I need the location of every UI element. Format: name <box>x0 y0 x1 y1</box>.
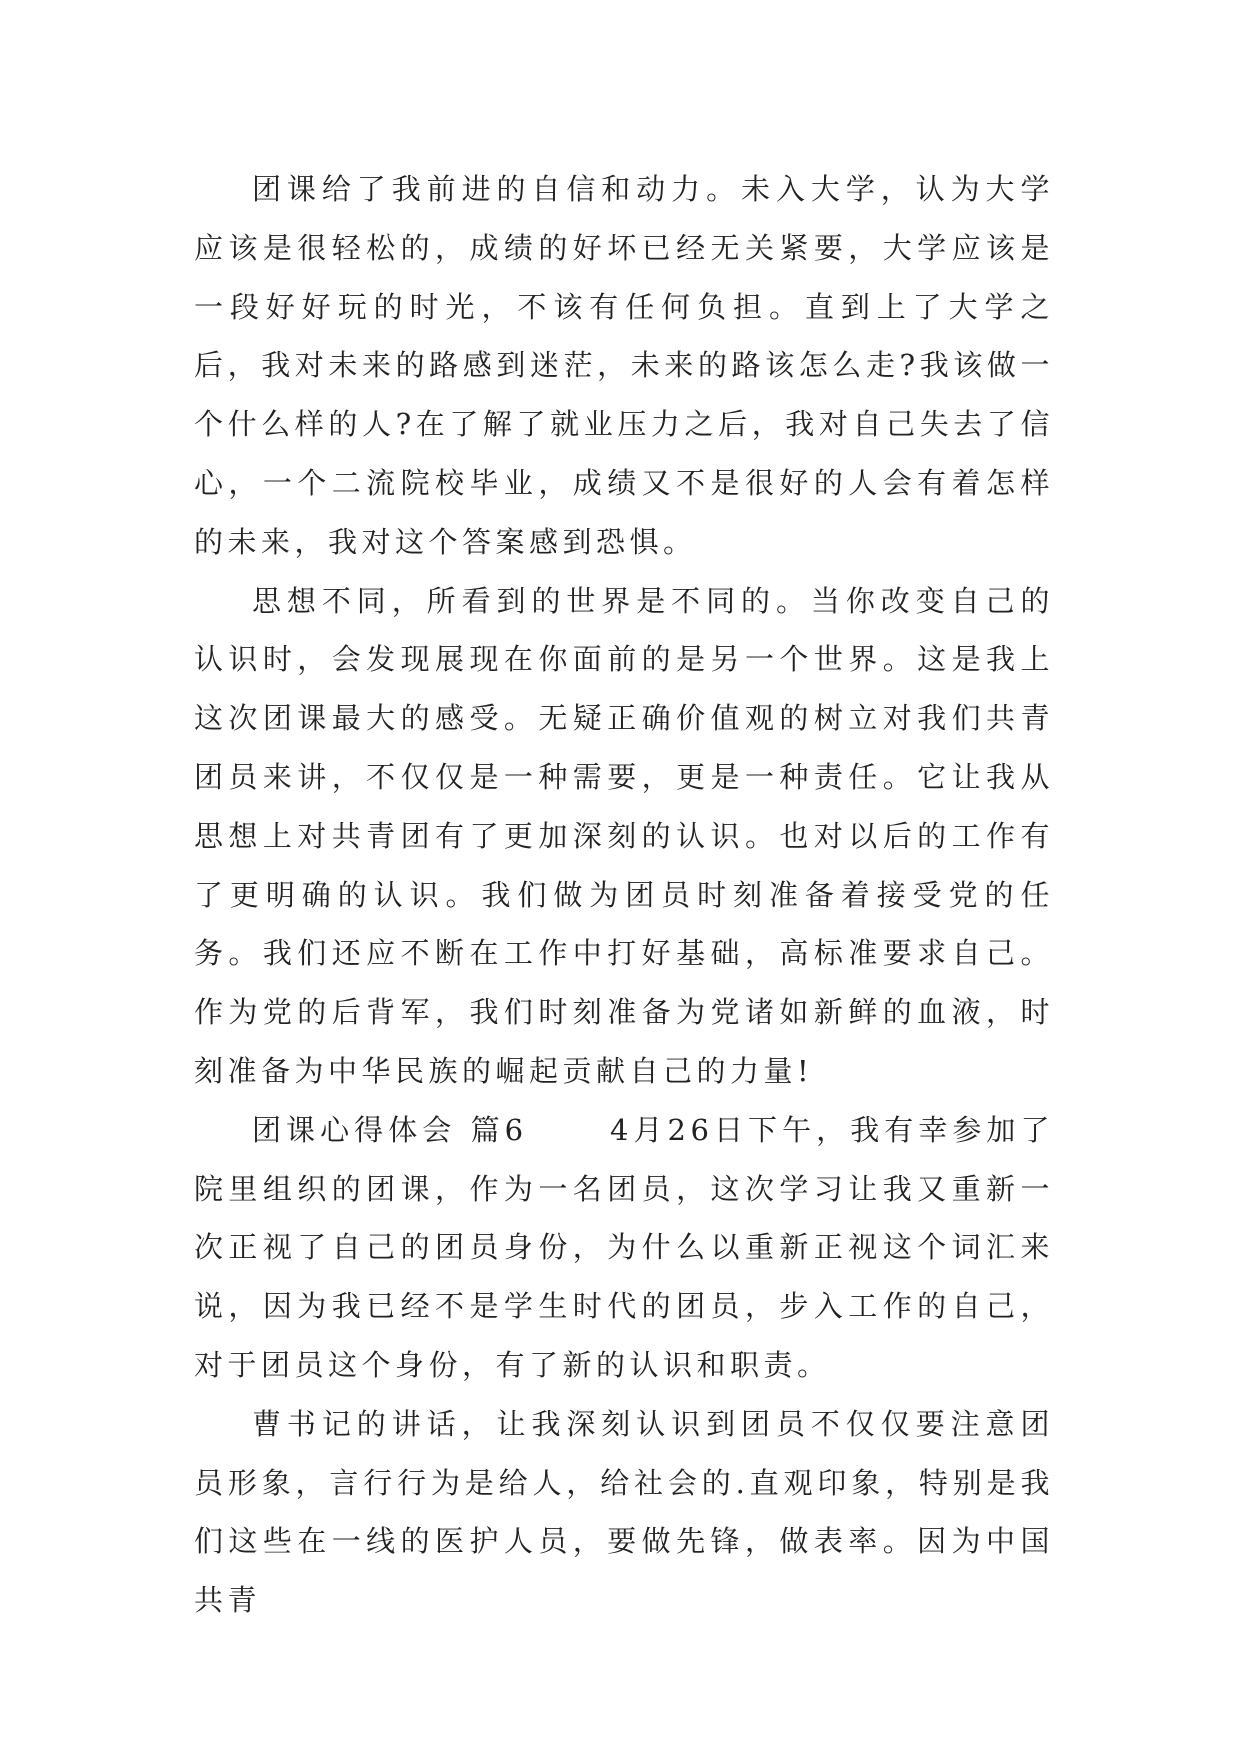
paragraph-2: 思想不同，所看到的世界是不同的。当你改变自己的认识时，会发现展现在你面前的是另一个世界。这是我上这次团课最大的感受。无疑正确价值观的树立对我们共青团员来讲，不仅仅是一种需要，更是一种责任。它让我从思想上对共青团有了更加深刻的认识。也对以后的工作有了更明确的认识。我们做为团员时刻准备着接受党的任务。我们还应不断在工作中打好基础，高标准要求自己。作为党的后背军，我们时刻准备为党诸如新鲜的血液，时刻准备为中华民族的崛起贡献自己的力量! <box>194 583 1054 1088</box>
paragraph-4: 曹书记的讲话，让我深刻认识到团员不仅仅要注意团员形象，言行行为是给人，给社会的.直观印象，特别是我们这些在一线的医护人员，要做先锋，做表率。因为中国共青 <box>194 1406 1054 1618</box>
paragraph-1: 团课给了我前进的自信和动力。未入大学，认为大学应该是很轻松的，成绩的好坏已经无关紧要，大学应该是一段好好玩的时光，不该有任何负担。直到上了大学之后，我对未来的路感到迷茫，未来的路该怎么走?我该做一个什么样的人?在了解了就业压力之后，我对自己失去了信心，一个二流院校毕业，成绩又不是很好的人会有着怎样的未来，我对这个答案感到恐惧。 <box>194 172 1054 559</box>
document-body <box>194 160 1054 1630</box>
paragraph-3: 团课心得体会 篇6 4月26日下午，我有幸参加了院里组织的团课，作为一名团员，这次学习让我又重新一次正视了自己的团员身份，为什么以重新正视这个词汇来说，因为我已经不是学生时代的团员，步入工作的自己，对于团员这个身份，有了新的认识和职责。 <box>194 1112 1054 1382</box>
